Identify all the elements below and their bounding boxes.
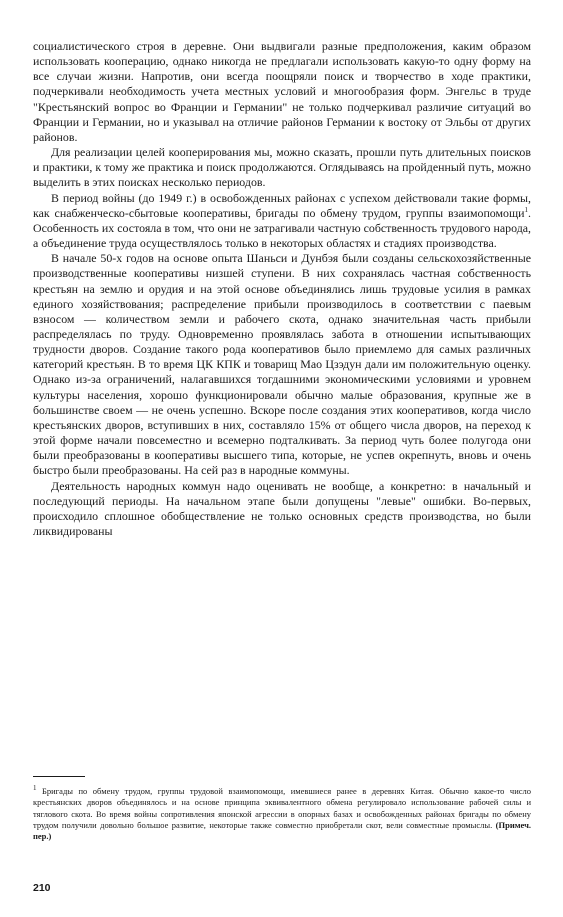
footnote	[33, 786, 531, 842]
footnote-divider	[33, 776, 85, 777]
footnote-number: 1	[33, 784, 37, 793]
paragraph-text: В период войны (до 1949 г.) в освобожденных районах с успехом действовали такие формы, как снабженческо-сбытовые кооперативы, бригады по обмену трудом, группы взаимопомощи	[33, 190, 531, 220]
paragraph: В начале 50-х годов на основе опыта Шаньси и Дунбэя были созданы сельскохозяйственные производственные кооперативы низшей ступени. В них сохранялась частная собственность крестьян на землю и орудия и на этой основе объединялись лишь трудовые усилия в рамках единого хозяйствования; распределение прибыли производилось в соответствии с паевым взносом — количеством земли и рабочего скота, однако значительная часть прибыли распределялась по труду. Одновременно проявлялась забота в отношении испытывающих трудности дворов. Создание такого рода кооперативов было приемлемо для самых различных категорий крестьян. В то время ЦК КПК и товарищ Мао Цзэдун дали им положительную оценку. Однако из-за ограничений, налагавшихся тогдашними экономическими условиями и уровнем культуры населения, хорошо функционировали обычно малые образования, крупные же в большинстве своем — не очень успешно. Вскоре после создания этих кооперативов, когда число крестьянских дворов, вступивших в них, составляло 15% от общего числа дворов, на переход к этой форме начали повсеместно и всемерно подталкивать. За период чуть более полугода они были преобразованы в кооперативы высшего типа, которые, не успев окрепнуть, вновь и очень быстро были преобразованы. На сей раз в народные коммуны.	[33, 251, 531, 478]
translator-note: (Примеч. пер.)	[33, 819, 532, 842]
page-number: 210	[33, 882, 51, 894]
paragraph: Деятельность народных коммун надо оценивать не вообще, а конкретно: в начальный и последующий периоды. На начальном этапе были допущены "левые" ошибки. Во-первых, происходило сплошное обобществление не только основных средств производства, но были ликвидированы	[33, 478, 531, 538]
footnote-mark: 1	[524, 205, 529, 214]
paragraph	[33, 191, 531, 252]
footnote-text: Бригады по обмену трудом, группы трудовой взаимопомощи, имевшиеся ранее в деревнях Китая. Обычно какое-то число крестьянских дворов объединялось и на основе принципа эквивалентного обмена регулировало использование рабочей силы и тяглового скота. Во время войны сопротивления японской агрессии в опорных базах и освобожденных районах бригады по обмену трудом получили довольно большое развитие, некоторые также совместно приобретали скот, вели совместные промыслы.	[33, 786, 532, 830]
paragraph: социалистического строя в деревне. Они выдвигали разные предположения, каким образом использовать кооперацию, однако никогда не предлагали использовать какую-то одну форму на все случаи жизни. Напротив, они всегда поощряли поиск и творчество в ходе практики, подчеркивали необходимость учета местных условий и многообразия форм. Энгельс в труде "Крестьянский вопрос во Франции и Германии" не только подчеркивал различие ситуаций во Франции и Германии, но и указывал на отличие районов Германии к востоку от Эльбы от других районов.	[33, 39, 531, 144]
paragraph: Для реализации целей кооперирования мы, можно сказать, прошли путь длительных поисков и практики, к тому же практика и поиск продолжаются. Оглядываясь на пройденный путь, можно выделить в этих поисках несколько периодов.	[33, 145, 531, 190]
paragraph-text: . Особенность их состояла в том, что они не затрагивали частную собственность трудового народа, а объединение труда осуществлялось только в некоторых областях и стадиях производства.	[33, 205, 531, 251]
body-text	[33, 39, 531, 539]
